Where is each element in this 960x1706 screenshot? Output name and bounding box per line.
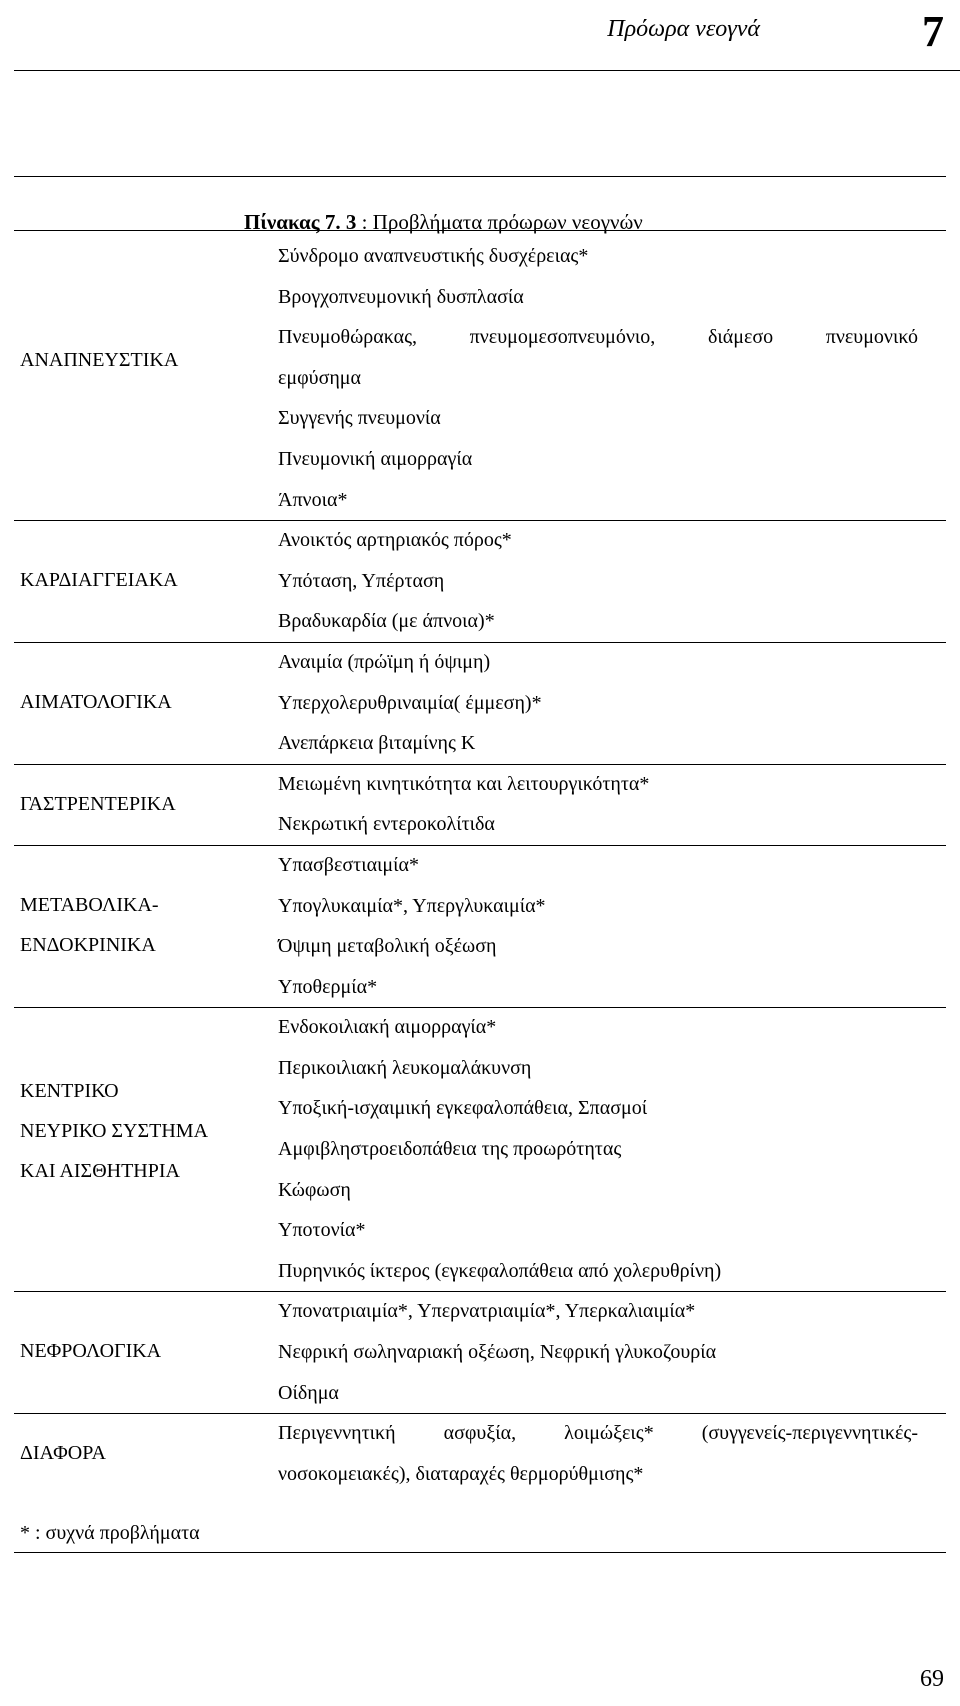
- list-item: Υπονατριαιμία*, Υπερνατριαιμία*, Υπερκαλιαιμία*: [278, 1300, 696, 1323]
- category-label: ΔΙΑΦΟΡΑ: [20, 1442, 106, 1465]
- group-cardiovascular: [14, 520, 946, 642]
- category-label: ΑΙΜΑΤΟΛΟΓΙΚΑ: [20, 690, 172, 713]
- list-item: Υπασβεστιαιμία*: [278, 853, 420, 876]
- list-item: Ανοικτός αρτηριακός πόρος*: [278, 529, 512, 552]
- item-list: [278, 845, 946, 1007]
- list-item: εμφύσημα: [278, 366, 362, 389]
- list-item: Νεφρική σωληναριακή οξέωση, Νεφρική γλυκοζουρία: [278, 1341, 717, 1364]
- list-item: Περικοιλιακή λευκομαλάκυνση: [278, 1056, 532, 1079]
- list-item: Υπογλυκαιμία*, Υπεργλυκαιμία*: [278, 894, 546, 917]
- item-list: [278, 1413, 946, 1494]
- list-item: Υπόταση, Υπέρταση: [278, 569, 445, 592]
- list-item: Περιγεννητική ασφυξία, λοιμώξεις* (συγγενείς-περιγεννητικές-: [278, 1422, 918, 1445]
- item-list: [278, 642, 946, 764]
- list-item: Συγγενής πνευμονία: [278, 407, 441, 430]
- problems-table: [14, 236, 946, 1494]
- list-item: Νεκρωτική εντεροκολίτιδα: [278, 813, 495, 836]
- item-list: [278, 764, 946, 845]
- footnote: * : συχνά προβλήματα: [20, 1522, 200, 1544]
- category-label: ΚΕΝΤΡΙΚΟ ΝΕΥΡΙΚΟ ΣΥΣΤΗΜΑ ΚΑΙ ΑΙΣΘΗΤΗΡΙΑ: [20, 1080, 209, 1183]
- list-item: Ανεπάρκεια βιταμίνης Κ: [278, 732, 476, 755]
- group-metabolic-endocrine: [14, 845, 946, 1007]
- item-list: [278, 1007, 946, 1291]
- category-label: ΝΕΦΡΟΛΟΓΙΚΑ: [20, 1340, 162, 1363]
- item-list: [278, 236, 946, 520]
- list-item: Υποτονία*: [278, 1219, 366, 1242]
- list-item: Βρογχοπνευμονική δυσπλασία: [278, 285, 524, 308]
- table-top-rule: [14, 176, 946, 177]
- group-cns-sensory: [14, 1007, 946, 1291]
- category-label: ΓΑΣΤΡΕΝΤΕΡΙΚΑ: [20, 792, 176, 815]
- group-hematologic: [14, 642, 946, 764]
- group-other: [14, 1413, 946, 1494]
- category-label: ΚΑΡΔΙΑΓΓΕΙΑΚΑ: [20, 569, 178, 592]
- list-item: Υποθερμία*: [278, 975, 378, 998]
- group-nephrology: [14, 1291, 946, 1413]
- list-item: νοσοκομειακές), διαταραχές θερμορύθμισης*: [278, 1462, 644, 1485]
- list-item: Πνευμοθώρακας, πνευμομεσοπνευμόνιο, διάμεσο πνευμονικό: [278, 326, 918, 349]
- list-item: Βραδυκαρδία (με άπνοια)*: [278, 610, 495, 633]
- list-item: Οίδημα: [278, 1381, 339, 1404]
- item-list: [278, 1291, 946, 1413]
- category-label: ΜΕΤΑΒΟΛΙΚΑ- ΕΝΔΟΚΡΙΝΙΚΑ: [20, 893, 159, 956]
- list-item: Υποξική-ισχαιμική εγκεφαλοπάθεια, Σπασμοί: [278, 1097, 648, 1120]
- list-item: Αναιμία (πρώϊμη ή όψιμη): [278, 650, 491, 673]
- list-item: Άπνοια*: [278, 488, 348, 511]
- list-item: Σύνδρομο αναπνευστικής δυσχέρειας*: [278, 245, 589, 267]
- list-item: Υπερχολερυθριναιμία( έμμεση)*: [278, 691, 542, 714]
- list-item: Ενδοκοιλιακή αιμορραγία*: [278, 1016, 497, 1039]
- table-caption: [244, 210, 643, 235]
- table-bottom-rule: [14, 1552, 946, 1553]
- caption-rule: [14, 230, 946, 231]
- list-item: Αμφιβληστροειδοπάθεια της προωρότητας: [278, 1138, 622, 1161]
- running-title: Πρόωρα νεογνά: [607, 16, 760, 42]
- caption-label: Πίνακας 7. 3: [244, 210, 357, 234]
- list-item: Όψιμη μεταβολική οξέωση: [278, 935, 497, 958]
- caption-text: : Προβλήματα πρόωρων νεογνών: [356, 210, 643, 234]
- page-number: 69: [920, 1666, 944, 1692]
- item-list: [278, 520, 946, 642]
- list-item: Κώφωση: [278, 1178, 351, 1201]
- list-item: Πυρηνικός ίκτερος (εγκεφαλοπάθεια από χολερυθρίνη): [278, 1259, 722, 1282]
- list-item: Μειωμένη κινητικότητα και λειτουργικότητα*: [278, 772, 650, 795]
- category-label: ΑΝΑΠΝΕΥΣΤΙΚΑ: [20, 349, 179, 371]
- chapter-number: 7: [922, 7, 944, 56]
- page-header: [14, 0, 960, 71]
- group-gastrointestinal: [14, 764, 946, 845]
- list-item: Πνευμονική αιμορραγία: [278, 447, 473, 470]
- group-respiratory: [14, 236, 946, 520]
